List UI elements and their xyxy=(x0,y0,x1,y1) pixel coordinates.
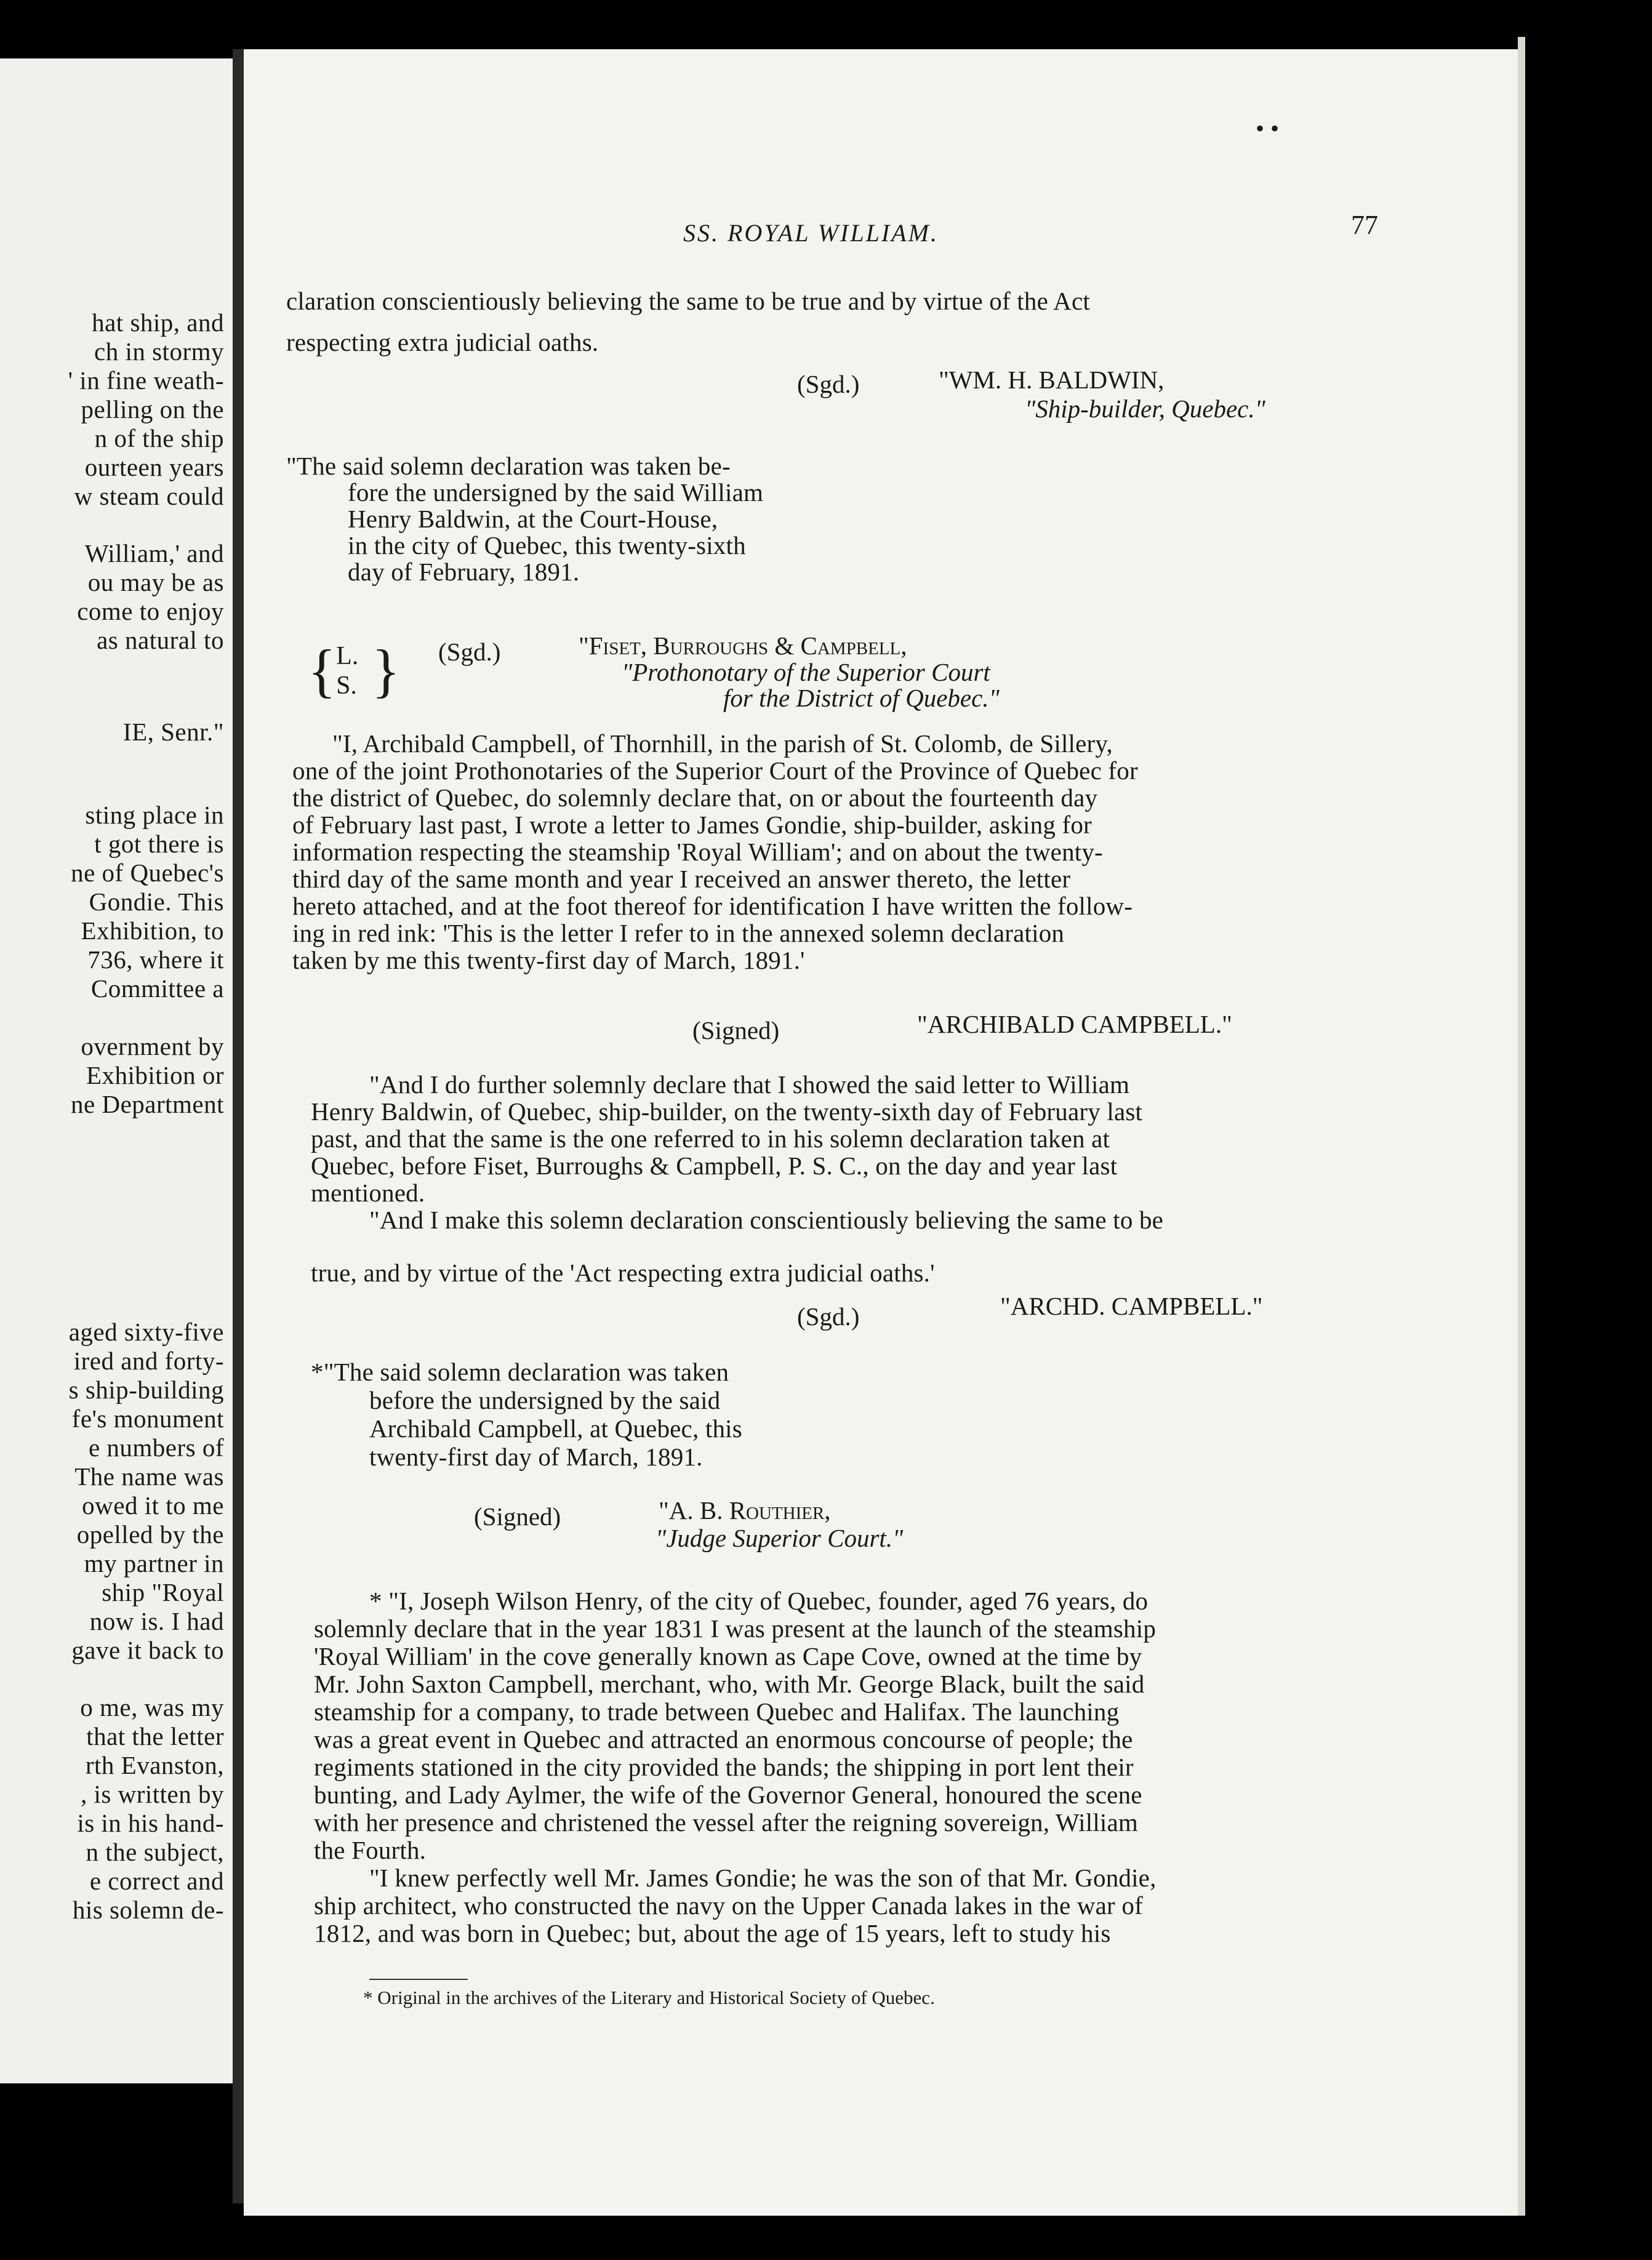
left-page-line: his solemn de- xyxy=(72,1896,224,1924)
ink-specks: • • xyxy=(1256,114,1280,142)
body-text-line: the Fourth. xyxy=(314,1836,427,1864)
left-page-line: that the letter xyxy=(86,1722,224,1750)
left-page-line: ' in fine weath- xyxy=(68,366,224,395)
left-page-line: Exhibition or xyxy=(86,1061,224,1089)
body-text-line: respecting extra judicial oaths. xyxy=(286,328,599,356)
left-page-line: Exhibition, to xyxy=(81,916,224,945)
body-text-line: with her presence and christened the vessel after the reigning sovereign, William xyxy=(314,1808,1138,1837)
legal-seal: { L. S. } xyxy=(308,638,400,703)
body-text-line: solemnly declare that in the year 1831 I was present at the launch of the steamship xyxy=(314,1614,1157,1643)
body-text-line: true, and by virtue of the 'Act respecting extra judicial oaths.' xyxy=(311,1259,935,1287)
left-page-line: hat ship, and xyxy=(92,308,224,337)
body-text-line: twenty-first day of March, 1891. xyxy=(369,1443,703,1471)
body-text-line: the district of Quebec, do solemnly declare that, on or about the fourteenth day xyxy=(292,783,1098,812)
body-text-line: ing in red ink: 'This is the letter I refer to in the annexed solemn declaration xyxy=(292,919,1065,947)
body-text-line: Henry Baldwin, of Quebec, ship-builder, on the twenty-sixth day of February last xyxy=(311,1097,1143,1126)
footnote-rule xyxy=(369,1979,468,1980)
left-page-line: owed it to me xyxy=(82,1491,224,1520)
left-page-line: n of the ship xyxy=(94,424,224,452)
signature-label: (Sgd.) xyxy=(797,1302,860,1331)
left-page-line: w steam could xyxy=(74,482,224,510)
signature-name: "ARCHIBALD CAMPBELL." xyxy=(917,1010,1232,1038)
signature-label: (Sgd.) xyxy=(797,370,860,398)
body-text-line: mentioned. xyxy=(311,1179,425,1207)
left-page-line: as natural to xyxy=(97,626,224,654)
left-page-line: ne of Quebec's xyxy=(71,859,224,887)
signature-name: "A. B. Routhier, xyxy=(659,1496,831,1525)
signature-label: (Signed) xyxy=(692,1016,780,1044)
body-text-line: "And I do further solemnly declare that I showed the said letter to William xyxy=(369,1070,1130,1099)
left-page-line: IE, Senr." xyxy=(122,718,224,746)
left-page-line: The name was xyxy=(74,1462,224,1491)
body-text-line: Quebec, before Fiset, Burroughs & Campbell, P. S. C., on the day and year last xyxy=(311,1152,1118,1180)
left-page-line: Gondie. This xyxy=(89,888,224,916)
left-page-line: rth Evanston, xyxy=(85,1751,224,1779)
body-text-line: *"The said solemn declaration was taken xyxy=(311,1358,729,1386)
page-number: 77 xyxy=(1351,210,1378,240)
left-page-line: ship "Royal xyxy=(102,1578,224,1606)
book-gutter xyxy=(233,49,244,2203)
running-head: SS. ROYAL WILLIAM. xyxy=(683,219,939,247)
body-text-line: "I knew perfectly well Mr. James Gondie; he was the son of that Mr. Gondie, xyxy=(369,1864,1157,1892)
body-text-line: of February last past, I wrote a letter to James Gondie, ship-builder, asking for xyxy=(292,811,1092,839)
left-page-line: n the subject, xyxy=(86,1838,224,1866)
signature-label: (Sgd.) xyxy=(438,638,501,666)
left-page-line: opelled by the xyxy=(76,1520,224,1549)
left-page-line: overnment by xyxy=(81,1032,224,1060)
left-page-line: fe's monument xyxy=(71,1404,224,1433)
left-page-line: o me, was my xyxy=(80,1693,224,1721)
body-text-line: before the undersigned by the said xyxy=(369,1386,721,1414)
body-text-line: information respecting the steamship 'Royal William'; and on about the twenty- xyxy=(292,838,1103,866)
left-page-line: now is. I had xyxy=(89,1607,224,1635)
signature-name: "Fiset, Burroughs & Campbell, xyxy=(579,631,907,660)
body-text-line: fore the undersigned by the said William xyxy=(348,478,764,507)
signature-title: "Ship-builder, Quebec." xyxy=(1025,395,1265,423)
body-text-line: Mr. John Saxton Campbell, merchant, who, with Mr. George Black, built the said xyxy=(314,1670,1145,1698)
body-text-line: bunting, and Lady Aylmer, the wife of the Governor General, honoured the scene xyxy=(314,1781,1142,1809)
left-page-line: 736, where it xyxy=(87,945,224,974)
signature-name: "WM. H. BALDWIN, xyxy=(939,366,1165,394)
left-page-line: Committee a xyxy=(90,974,224,1003)
body-text-line: hereto attached, and at the foot thereof for identification I have written the follow- xyxy=(292,892,1133,920)
left-facing-page xyxy=(0,58,236,2083)
left-page-line: aged sixty-five xyxy=(68,1318,224,1346)
body-text-line: "And I make this solemn declaration conscientiously believing the same to be xyxy=(369,1206,1164,1234)
signature-title: "Prothonotary of the Superior Court xyxy=(622,658,990,686)
seal-label: L. S. xyxy=(336,642,359,700)
left-page-line: ired and forty- xyxy=(73,1347,224,1375)
body-text-line: 1812, and was born in Quebec; but, about the age of 15 years, left to study his xyxy=(314,1919,1111,1947)
left-page-line: gave it back to xyxy=(71,1636,224,1664)
left-page-line: ch in stormy xyxy=(94,337,224,366)
left-page-line: come to enjoy xyxy=(77,597,224,625)
left-page-line: e correct and xyxy=(89,1867,224,1895)
body-text-line: "I, Archibald Campbell, of Thornhill, in the parish of St. Colomb, de Sillery, xyxy=(332,729,1113,758)
left-page-line: s ship-building xyxy=(68,1376,224,1404)
left-page-line: e numbers of xyxy=(88,1433,224,1462)
body-text-line: third day of the same month and year I received an answer thereto, the letter xyxy=(292,865,1071,893)
body-text-line: steamship for a company, to trade between Quebec and Halifax. The launching xyxy=(314,1697,1120,1726)
signature-title: "Judge Superior Court." xyxy=(656,1524,904,1552)
left-page-line: is in his hand- xyxy=(77,1809,224,1837)
page-edge xyxy=(1518,37,1525,2216)
left-page-line: ourteen years xyxy=(84,453,224,481)
body-text-line: taken by me this twenty-first day of March, 1891.' xyxy=(292,946,805,974)
signature-title: for the District of Quebec." xyxy=(723,684,1000,712)
body-text-line: one of the joint Prothonotaries of the Superior Court of the Province of Quebec for xyxy=(292,756,1138,785)
body-text-line: Archibald Campbell, at Quebec, this xyxy=(369,1414,742,1443)
signature-name: "ARCHD. CAMPBELL." xyxy=(1000,1292,1263,1320)
body-text-line: "The said solemn declaration was taken be- xyxy=(286,452,731,480)
left-page-line: t got there is xyxy=(94,830,224,858)
footnote: * Original in the archives of the Literary and Historical Society of Quebec. xyxy=(363,1987,935,2008)
left-page-line: sting place in xyxy=(85,801,224,829)
left-page-line: my partner in xyxy=(84,1549,224,1577)
signature-label: (Signed) xyxy=(474,1502,561,1531)
body-text-line: in the city of Quebec, this twenty-sixth xyxy=(348,531,746,559)
body-text-line: ship architect, who constructed the navy on the Upper Canada lakes in the war of xyxy=(314,1891,1143,1920)
left-page-line: ou may be as xyxy=(87,568,224,596)
body-text-line: claration conscientiously believing the same to be true and by virtue of the Act xyxy=(286,287,1090,315)
body-text-line: * "I, Joseph Wilson Henry, of the city of Quebec, founder, aged 76 years, do xyxy=(369,1587,1149,1615)
body-text-line: 'Royal William' in the cove generally known as Cape Cove, owned at the time by xyxy=(314,1642,1142,1670)
left-page-line: pelling on the xyxy=(81,395,224,423)
left-page-line: , is written by xyxy=(81,1780,224,1808)
body-text-line: regiments stationed in the city provided the bands; the shipping in port lent their xyxy=(314,1753,1134,1781)
body-text-line: Henry Baldwin, at the Court-House, xyxy=(348,505,718,533)
body-text-line: was a great event in Quebec and attracted an enormous concourse of people; the xyxy=(314,1725,1133,1753)
left-page-line: ne Department xyxy=(71,1090,224,1118)
body-text-line: past, and that the same is the one referred to in his solemn declaration taken at xyxy=(311,1124,1110,1153)
left-page-line: William,' and xyxy=(84,539,224,567)
body-text-line: day of February, 1891. xyxy=(348,558,580,586)
